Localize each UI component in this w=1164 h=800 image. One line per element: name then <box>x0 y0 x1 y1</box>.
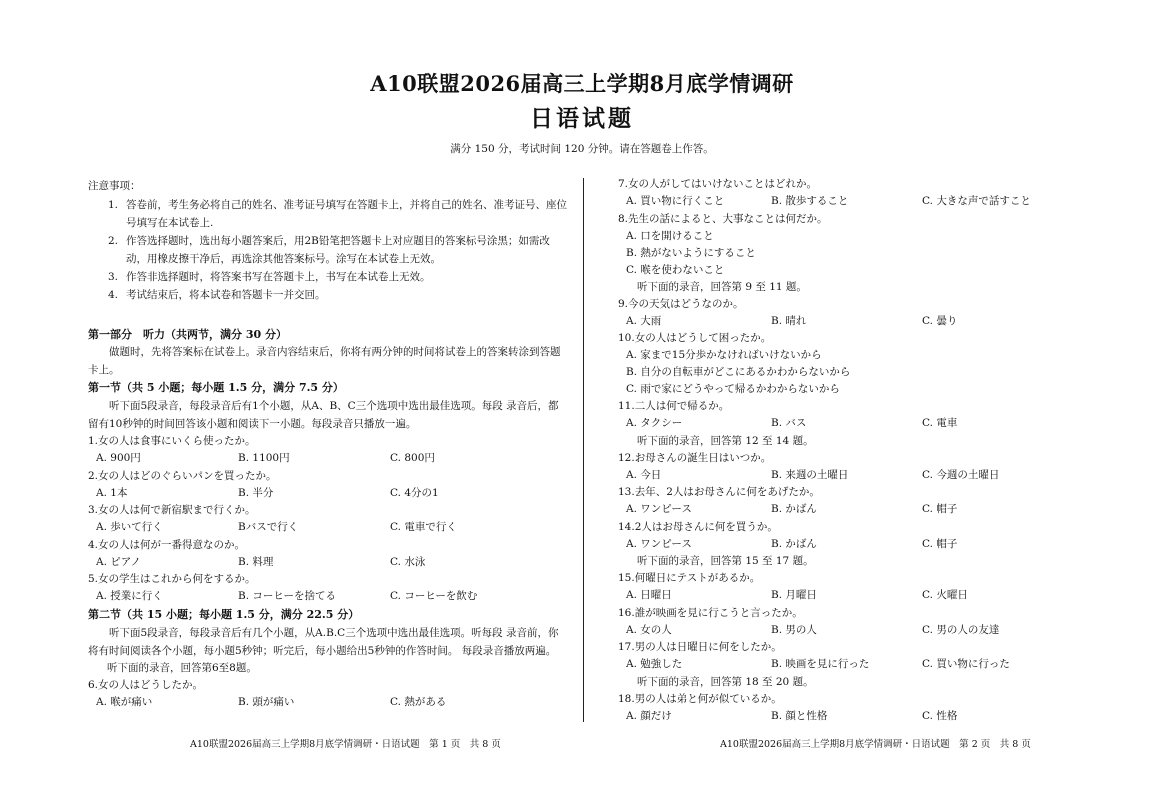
options-14 <box>618 536 1048 554</box>
option-c: C. 帽子 <box>922 537 958 550</box>
question-1: 1.女の人は食事にいくら使ったか。 <box>88 435 256 447</box>
part1-intro: 做题时，先将答案标在试卷上。录音内容结束后，你将有两分钟的时间将试卷上的答案转涂到答题卡上。 <box>88 346 561 376</box>
question-17: 17.男の人は日曜日に何をしたか。 <box>618 641 782 653</box>
options-1 <box>88 450 568 468</box>
option-b: Bバスで行く <box>238 521 299 533</box>
section1-intro: 听下面5段录音，每段录音后有1个小题，从A、B、C三个选项中选出最佳选项。每段 录音后，都留有10秒钟的时间回答该小题和阅读下一小题。每段录音只播放一遍。 <box>88 400 559 430</box>
part1-heading: 第一部分 听力（共两节，满分 30 分） <box>88 328 287 341</box>
option-b: B. かばん <box>771 503 817 515</box>
option-a: A. 顔だけ <box>626 709 672 722</box>
question-4: 4.女の人は何が一番得意なのか。 <box>88 538 246 551</box>
options-2 <box>88 485 568 503</box>
question-3: 3.女の人は何で新宿駅まで行くか。 <box>88 504 256 516</box>
exam-title: A10联盟2026届高三上学期8月底学情调研 <box>370 71 794 96</box>
question-15: 15.何曜日にテストがあるか。 <box>618 572 761 584</box>
option-a: A. 大雨 <box>626 314 662 327</box>
right-column <box>618 176 1048 725</box>
option-b: B. 頭が痛い <box>238 695 295 708</box>
option-b: B. 自分の自転車がどこにあるかわからないから <box>626 366 851 378</box>
notice-item: 4. 考试结束后，将本试卷和答题卡一并交回。 <box>107 289 326 301</box>
option-a: A. 歩いて行く <box>96 521 163 533</box>
instruction-6-8: 听下面的录音，回答第6至8题。 <box>107 661 257 674</box>
options-18 <box>618 708 1048 726</box>
option-c: C. 熱がある <box>390 695 447 708</box>
option-a: A. 1本 <box>96 486 128 499</box>
option-c: C. 電車で行く <box>390 521 457 533</box>
options-15 <box>618 587 1048 605</box>
notice-list <box>88 196 568 304</box>
option-b: B. 男の人 <box>771 623 817 636</box>
question-13: 13.去年、2人はお母さんに何をあげたか。 <box>618 486 820 498</box>
option-a: A. 女の人 <box>626 623 672 636</box>
options-9 <box>618 313 1048 331</box>
option-a: A. ピアノ <box>96 555 141 568</box>
option-a: A. 喉が痛い <box>96 695 153 708</box>
option-b: B. 映画を見に行った <box>771 658 870 670</box>
option-b: B. 料理 <box>238 555 274 568</box>
option-c: C. コーヒーを飲む <box>390 590 478 602</box>
option-c: C. 性格 <box>922 709 958 722</box>
option-c: C. 4分の1 <box>390 486 439 499</box>
option-a: A. 買い物に行くこと <box>626 195 725 207</box>
question-14: 14.2人はお母さんに何を買うか。 <box>618 520 778 533</box>
instruction-15-17: 听下面的录音，回答第 15 至 17 题。 <box>637 555 814 567</box>
options-16 <box>618 622 1048 640</box>
option-b: B. 半分 <box>238 486 274 499</box>
option-a: A. 口を開けること <box>626 229 714 242</box>
question-8: 8.先生の話によると、大事なことは何だか。 <box>618 212 828 225</box>
option-c: C. 買い物に行った <box>922 658 1010 670</box>
option-c: C. 大きな声で話すこと <box>922 195 1031 207</box>
option-b: B. コーヒーを捨てる <box>238 590 336 602</box>
options-13 <box>618 501 1048 519</box>
question-5: 5.女の学生はこれから何をするか。 <box>88 573 256 585</box>
option-a: A. 勉強した <box>626 658 683 670</box>
option-b: B. 月曜日 <box>771 589 817 601</box>
option-c: C. 火曜日 <box>922 589 968 601</box>
options-17 <box>618 656 1048 674</box>
options-6 <box>88 694 568 712</box>
option-a: A. ワンピース <box>626 503 692 515</box>
question-6: 6.女の人はどうしたか。 <box>88 678 204 691</box>
column-divider <box>583 178 584 722</box>
option-c: C. 帽子 <box>922 503 958 515</box>
question-10: 10.女の人はどうして困ったか。 <box>618 332 772 344</box>
options-5 <box>88 588 568 606</box>
option-c: C. 男の人の友達 <box>922 623 1000 636</box>
option-a: A. ワンピース <box>626 537 692 550</box>
section1-heading: 第一节（共 5 小题；每小题 1.5 分，满分 7.5 分） <box>88 381 344 394</box>
instruction-18-20: 听下面的录音，回答第 18 至 20 题。 <box>637 675 814 688</box>
notice-heading: 注意事项： <box>88 180 141 192</box>
option-a: A. 授業に行く <box>96 590 163 602</box>
option-b: B. 散歩すること <box>771 195 849 207</box>
option-b: B. 熱がないようにすること <box>626 246 756 259</box>
option-a: A. 家まで15分歩かなければいけないから <box>626 349 822 361</box>
question-2: 2.女の人はどのぐらいパンを買ったか。 <box>88 469 277 482</box>
notice-item: 3. 作答非选择题时，将答案书写在答题卡上，书写在本试卷上无效。 <box>107 271 431 283</box>
instruction-9-11: 听下面的录音，回答第 9 至 11 题。 <box>637 280 807 293</box>
option-c: C. 雨で家にどうやって帰るかわからないから <box>626 383 840 395</box>
option-a: A. 日曜日 <box>626 589 672 601</box>
page-footer-1: A10联盟2026届高三上学期8月底学情调研・日语试题 第 1 页 共 8 页 <box>190 739 501 750</box>
option-c: C. 今週の土曜日 <box>922 468 1000 481</box>
option-b: B. かばん <box>771 537 817 550</box>
option-b: B. 顔と性格 <box>771 709 828 722</box>
exam-subject: 日语试题 <box>530 105 634 132</box>
notice-item: 2. 作答选择题时，选出每小题答案后，用2B铅笔把答题卡上对应题目的答案标号涂黑；如需改动，用橡皮擦干净后，再选涂其他答案标号。涂写在本试卷上无效。 <box>107 235 550 265</box>
options-7 <box>618 193 1048 211</box>
instruction-12-14: 听下面的录音，回答第 12 至 14 题。 <box>637 434 814 447</box>
option-c: C. 800円 <box>390 452 435 464</box>
option-b: B. 来週の土曜日 <box>771 468 849 481</box>
question-18: 18.男の人は弟と何が似ているか。 <box>618 692 782 705</box>
option-c: C. 水泳 <box>390 555 426 568</box>
options-4 <box>88 554 568 572</box>
option-b: B. 1100円 <box>238 452 290 464</box>
option-c: C. 電車 <box>922 417 958 429</box>
options-11 <box>618 415 1048 433</box>
options-3 <box>88 519 568 537</box>
option-b: B. 晴れ <box>771 314 807 327</box>
left-column <box>88 178 568 711</box>
question-12: 12.お母さんの誕生日はいつか。 <box>618 451 772 464</box>
question-7: 7.女の人がしてはいけないことはどれか。 <box>618 178 818 190</box>
option-a: A. タクシー <box>626 417 683 429</box>
question-16: 16.誰が映画を見に行こうと言ったか。 <box>618 606 803 619</box>
option-a: A. 今日 <box>626 468 662 481</box>
section2-heading: 第二节（共 15 小题；每小题 1.5 分，满分 22.5 分） <box>88 607 360 621</box>
notice-item: 1. 答卷前，考生务必将自己的姓名、准考证号填写在答题卡上，并将自己的姓名、准考证号、座位号填写在本试卷上. <box>107 199 567 229</box>
page-footer-2: A10联盟2026届高三上学期8月底学情调研・日语试题 第 2 页 共 8 页 <box>720 739 1031 750</box>
options-12 <box>618 467 1048 485</box>
question-11: 11.二人は何で帰るか。 <box>618 400 730 412</box>
option-c: C. 喉を使わないこと <box>626 263 725 276</box>
exam-intro: 满分 150 分，考试时间 120 分钟。请在答题卷上作答。 <box>450 143 714 155</box>
question-9: 9.今の天気はどうなのか。 <box>618 297 744 310</box>
option-c: C. 曇り <box>922 314 958 327</box>
section2-intro: 听下面5段录音，每段录音后有几个小题，从A.B.C三个选项中选出最佳选项。听每段 录音前，你将有时间阅读各个小题，每小题5秒钟；听完后，每小题给出5秒钟的作答时间。 每段录音播放两遍。 <box>88 626 559 657</box>
option-a: A. 900円 <box>96 452 141 464</box>
option-b: B. バス <box>771 417 807 429</box>
